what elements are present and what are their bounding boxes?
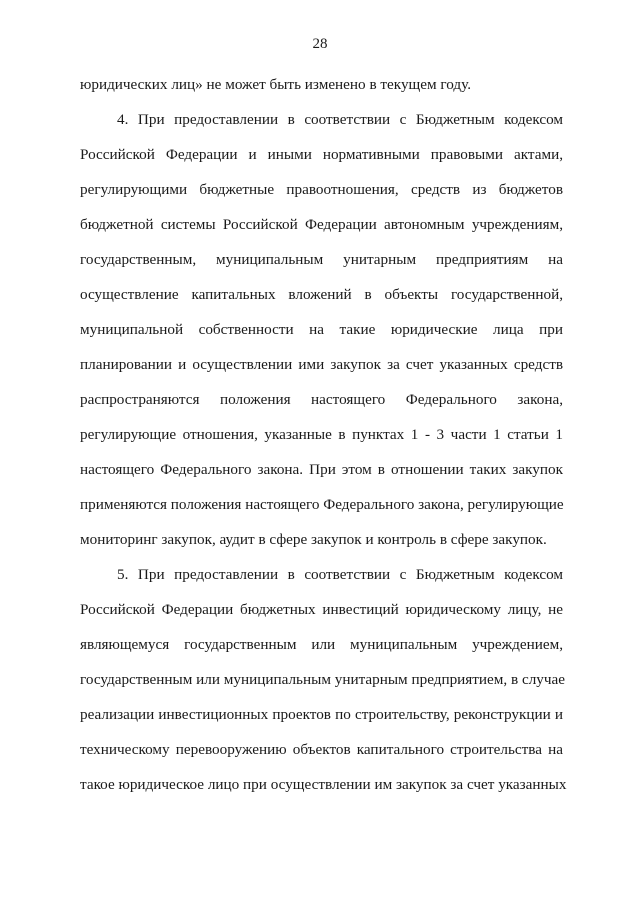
text-line: государственным или муниципальным унитарным предприятием, в случае [80,671,566,688]
page-number: 28 [312,36,328,52]
text-line: регулирующими бюджетные правоотношения, средств из бюджетов [80,181,563,198]
text-line: юридических лиц» не может быть изменено в текущем году. [80,76,471,93]
text-line: такое юридическое лицо при осуществлении им закупок за счет указанных [80,776,567,793]
text-line: настоящего Федерального закона. При этом в отношении таких закупок [80,461,563,478]
text-line: техническому перевооружению объектов капитального строительства на [80,741,563,758]
text-line: государственным, муниципальным унитарным предприятиям на [80,251,563,268]
text-line: регулирующие отношения, указанные в пунктах 1 - 3 части 1 статьи 1 [80,426,563,443]
text-line: Российской Федерации бюджетных инвестиций юридическому лицу, не [80,601,563,618]
text-line: Российской Федерации и иными нормативными правовыми актами, [80,146,563,163]
text-line: применяются положения настоящего Федерального закона, регулирующие [80,496,564,513]
text-line: планировании и осуществлении ими закупок за счет указанных средств [80,356,563,373]
text-line: мониторинг закупок, аудит в сфере закупок и контроль в сфере закупок. [80,531,547,548]
text-line: бюджетной системы Российской Федерации автономным учреждениям, [80,216,563,233]
text-line: осуществление капитальных вложений в объекты государственной, [80,286,563,303]
text-line: реализации инвестиционных проектов по строительству, реконструкции и [80,706,563,723]
paragraph-4-first-line: 4. При предоставлении в соответствии с Бюджетным кодексом [117,111,563,128]
text-line: муниципальной собственности на такие юридические лица при [80,321,563,338]
paragraph-5-first-line: 5. При предоставлении в соответствии с Бюджетным кодексом [117,566,563,583]
text-line: распространяются положения настоящего Федерального закона, [80,391,563,408]
text-line: являющемуся государственным или муниципальным учреждением, [80,636,563,653]
